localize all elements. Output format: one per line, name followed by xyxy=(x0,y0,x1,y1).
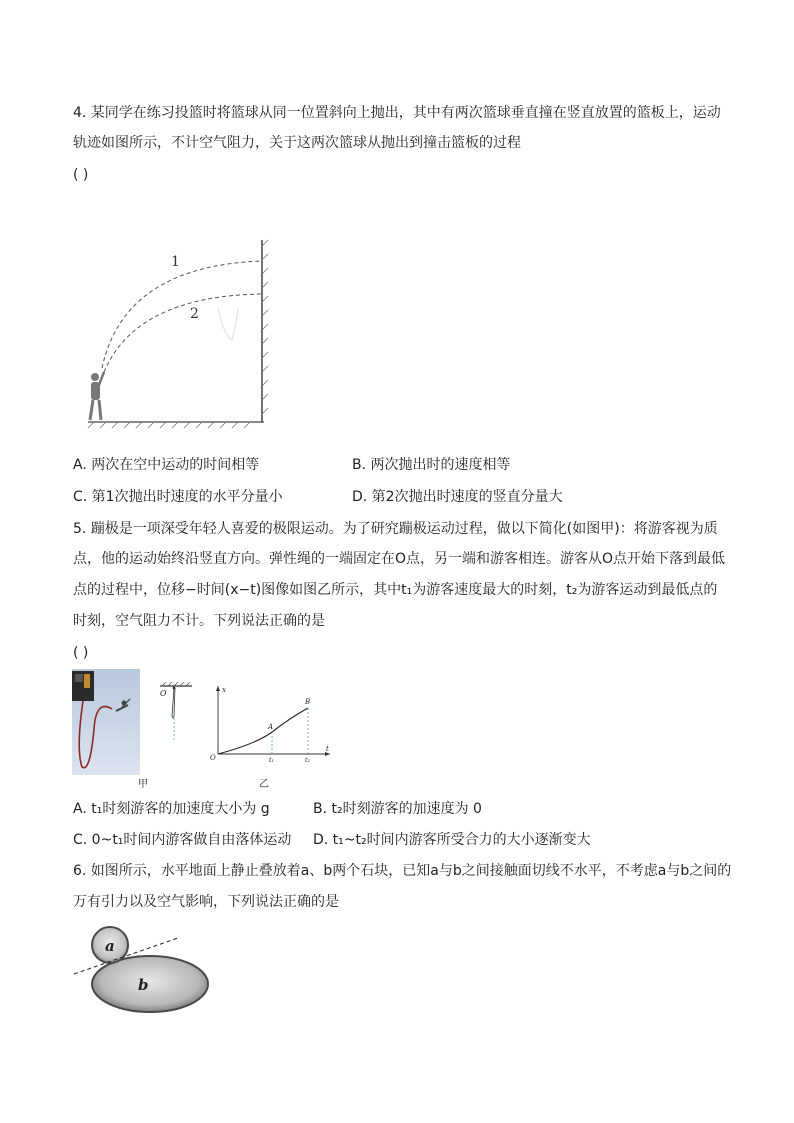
q4-stem-line1: 4. 某同学在练习投篮时将篮球从同一位置斜向上抛出，其中有两次篮球垂直撞在竖直放置的篮板上，运动 xyxy=(73,105,721,121)
q4-option-b[interactable]: B. 两次抛出时的速度相等 xyxy=(352,457,511,473)
q5-bungee-photo xyxy=(72,669,140,775)
q6-stem-line2: 万有引力以及空气影响，下列说法正确的是 xyxy=(73,894,339,910)
q5-stem-line2: 点，他的运动始终沿竖直方向。弹性绳的一端固定在O点，另一端和游客相连。游客从O点开始下落到最低 xyxy=(73,551,726,567)
q5-option-b[interactable]: B. t₂时刻游客的加速度为 0 xyxy=(313,801,482,817)
q5-option-d[interactable]: D. t₁~t₂时间内游客所受合力的大小逐渐变大 xyxy=(313,832,591,848)
q5-stem-line3: 点的过程中，位移−时间(x−t)图像如图乙所示，其中t₁为游客速度最大的时刻，t₂为游客运动到最低点的 xyxy=(73,582,718,598)
q5-stem-line1: 5. 蹦极是一项深受年轻人喜爱的极限运动。为了研究蹦极运动过程，做以下简化(如图甲)：将游客视为质 xyxy=(73,521,718,537)
q4-stem-line2: 轨迹如图所示，不计空气阻力，关于这两次篮球从抛出到撞击篮板的过程 xyxy=(73,135,521,151)
q4-label-1: 1 xyxy=(171,254,180,270)
q5-stem-line4: 时刻，空气阻力不计。下列说法正确的是 xyxy=(73,613,325,629)
q5-point-o: O xyxy=(160,689,167,698)
q4-label-2: 2 xyxy=(190,306,199,322)
q4-option-d[interactable]: D. 第2次抛出时速度的竖直分量大 xyxy=(352,489,563,505)
q4-answer-paren: ( ) xyxy=(73,167,89,183)
q5-axis-x: x xyxy=(222,686,226,694)
q4-basketball-figure xyxy=(84,236,284,428)
q5-tick-t1: t₁ xyxy=(269,757,274,764)
q5-caption-jia: 甲 xyxy=(138,779,148,790)
q5-caption-yi: 乙 xyxy=(259,779,269,790)
q5-point-a: A xyxy=(268,723,274,731)
q5-graph-origin: O xyxy=(210,754,216,762)
basketball-player xyxy=(90,372,104,420)
q5-option-c[interactable]: C. 0~t₁时间内游客做自由落体运动 xyxy=(73,832,292,848)
q5-axis-t: t xyxy=(326,745,329,753)
q6-label-a: a xyxy=(105,937,115,955)
q6-stones-figure xyxy=(72,924,214,1016)
q5-point-b: B xyxy=(305,698,311,706)
q6-label-b: b xyxy=(138,976,149,994)
q5-bungee-diagram xyxy=(154,682,194,742)
q5-tick-t2: t₂ xyxy=(305,757,310,764)
q5-answer-paren: ( ) xyxy=(73,645,89,661)
q4-option-a[interactable]: A. 两次在空中运动的时间相等 xyxy=(73,457,260,473)
q6-stem-line1: 6. 如图所示，水平地面上静止叠放着a、b两个石块，已知a与b之间接触面切线不水平，不考虑a与b之间的 xyxy=(73,863,732,879)
q5-xt-graph xyxy=(206,682,336,766)
q5-option-a[interactable]: A. t₁时刻游客的加速度大小为 g xyxy=(73,801,270,817)
q4-option-c[interactable]: C. 第1次抛出时速度的水平分量小 xyxy=(73,489,283,505)
